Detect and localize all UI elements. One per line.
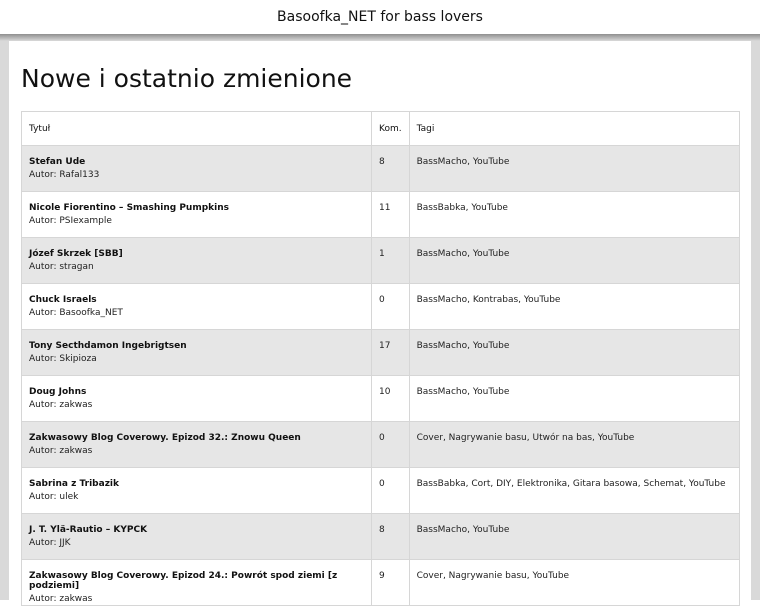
author-name[interactable]: Skipioza [59, 354, 96, 364]
author-name[interactable]: JJK [59, 538, 70, 548]
author-label: Autor: [29, 262, 56, 272]
post-author [29, 594, 364, 604]
post-author [29, 308, 364, 318]
author-label: Autor: [29, 308, 56, 318]
tags-cell[interactable]: Cover, Nagrywanie basu, YouTube [409, 560, 739, 606]
post-title-link[interactable]: Nicole Fiorentino – Smashing Pumpkins [29, 203, 364, 213]
table-row [22, 192, 740, 238]
comments-count: 0 [372, 468, 410, 514]
post-author [29, 446, 364, 456]
right-gutter [751, 41, 760, 600]
title-cell [22, 192, 372, 238]
post-author [29, 400, 364, 410]
tags-cell[interactable]: Cover, Nagrywanie basu, Utwór na bas, YouTube [409, 422, 739, 468]
title-cell [22, 468, 372, 514]
post-title-link[interactable]: Stefan Ude [29, 157, 364, 167]
table-row [22, 284, 740, 330]
author-label: Autor: [29, 538, 56, 548]
post-title-link[interactable]: Zakwasowy Blog Coverowy. Epizod 24.: Powrót spod ziemi [z podziemi] [29, 571, 364, 591]
tags-cell[interactable]: BassMacho, YouTube [409, 238, 739, 284]
table-row [22, 146, 740, 192]
title-cell [22, 238, 372, 284]
page-title: Nowe i ostatnio zmienione [21, 64, 352, 93]
post-author [29, 262, 364, 272]
author-label: Autor: [29, 170, 56, 180]
post-author [29, 538, 364, 548]
author-name[interactable]: stragan [59, 262, 93, 272]
author-label: Autor: [29, 446, 56, 456]
post-title-link[interactable]: Doug Johns [29, 387, 364, 397]
post-title-link[interactable]: Tony Secthdamon Ingebrigtsen [29, 341, 364, 351]
comments-count: 8 [372, 146, 410, 192]
comments-count: 11 [372, 192, 410, 238]
post-author [29, 354, 364, 364]
title-cell [22, 514, 372, 560]
site-title[interactable]: Basoofka_NET for bass lovers [277, 9, 483, 25]
tags-cell[interactable]: BassMacho, YouTube [409, 376, 739, 422]
author-name[interactable]: Basoofka_NET [59, 308, 123, 318]
author-label: Autor: [29, 492, 56, 502]
post-title-link[interactable]: J. T. Ylä-Rautio – KYPCK [29, 525, 364, 535]
recent-posts-table [21, 111, 740, 606]
tags-cell[interactable]: BassMacho, YouTube [409, 330, 739, 376]
table-row [22, 468, 740, 514]
main-content [9, 41, 751, 600]
comments-count: 17 [372, 330, 410, 376]
title-cell [22, 284, 372, 330]
author-name[interactable]: zakwas [59, 446, 92, 456]
column-header-tags: Tagi [409, 112, 739, 146]
comments-count: 0 [372, 284, 410, 330]
author-name[interactable]: ulek [59, 492, 78, 502]
table-row [22, 560, 740, 606]
author-name[interactable]: zakwas [59, 594, 92, 604]
title-cell [22, 330, 372, 376]
table-row [22, 514, 740, 560]
title-cell [22, 560, 372, 606]
tags-cell[interactable]: BassBabka, Cort, DIY, Elektronika, Gitara basowa, Schemat, YouTube [409, 468, 739, 514]
post-author [29, 170, 364, 180]
header-shadow [0, 34, 760, 41]
author-name[interactable]: Rafal133 [59, 170, 99, 180]
column-header-comments: Kom. [372, 112, 410, 146]
table-row [22, 376, 740, 422]
title-cell [22, 422, 372, 468]
comments-count: 1 [372, 238, 410, 284]
post-author [29, 492, 364, 502]
table-row [22, 422, 740, 468]
post-title-link[interactable]: Chuck Israels [29, 295, 364, 305]
post-author [29, 216, 364, 226]
tags-cell[interactable]: BassMacho, YouTube [409, 514, 739, 560]
post-title-link[interactable]: Zakwasowy Blog Coverowy. Epizod 32.: Znowu Queen [29, 433, 364, 443]
left-gutter [0, 41, 9, 600]
title-cell [22, 146, 372, 192]
column-header-title: Tytuł [22, 112, 372, 146]
comments-count: 0 [372, 422, 410, 468]
comments-count: 10 [372, 376, 410, 422]
title-cell [22, 376, 372, 422]
tags-cell[interactable]: BassMacho, Kontrabas, YouTube [409, 284, 739, 330]
table-row [22, 330, 740, 376]
table-header-row [22, 112, 740, 146]
tags-cell[interactable]: BassMacho, YouTube [409, 146, 739, 192]
site-header [0, 0, 760, 36]
author-label: Autor: [29, 594, 56, 604]
author-label: Autor: [29, 354, 56, 364]
comments-count: 9 [372, 560, 410, 606]
tags-cell[interactable]: BassBabka, YouTube [409, 192, 739, 238]
author-name[interactable]: PSIexample [59, 216, 112, 226]
author-name[interactable]: zakwas [59, 400, 92, 410]
table-row [22, 238, 740, 284]
post-title-link[interactable]: Józef Skrzek [SBB] [29, 249, 364, 259]
post-title-link[interactable]: Sabrina z Tribazik [29, 479, 364, 489]
comments-count: 8 [372, 514, 410, 560]
author-label: Autor: [29, 216, 56, 226]
author-label: Autor: [29, 400, 56, 410]
